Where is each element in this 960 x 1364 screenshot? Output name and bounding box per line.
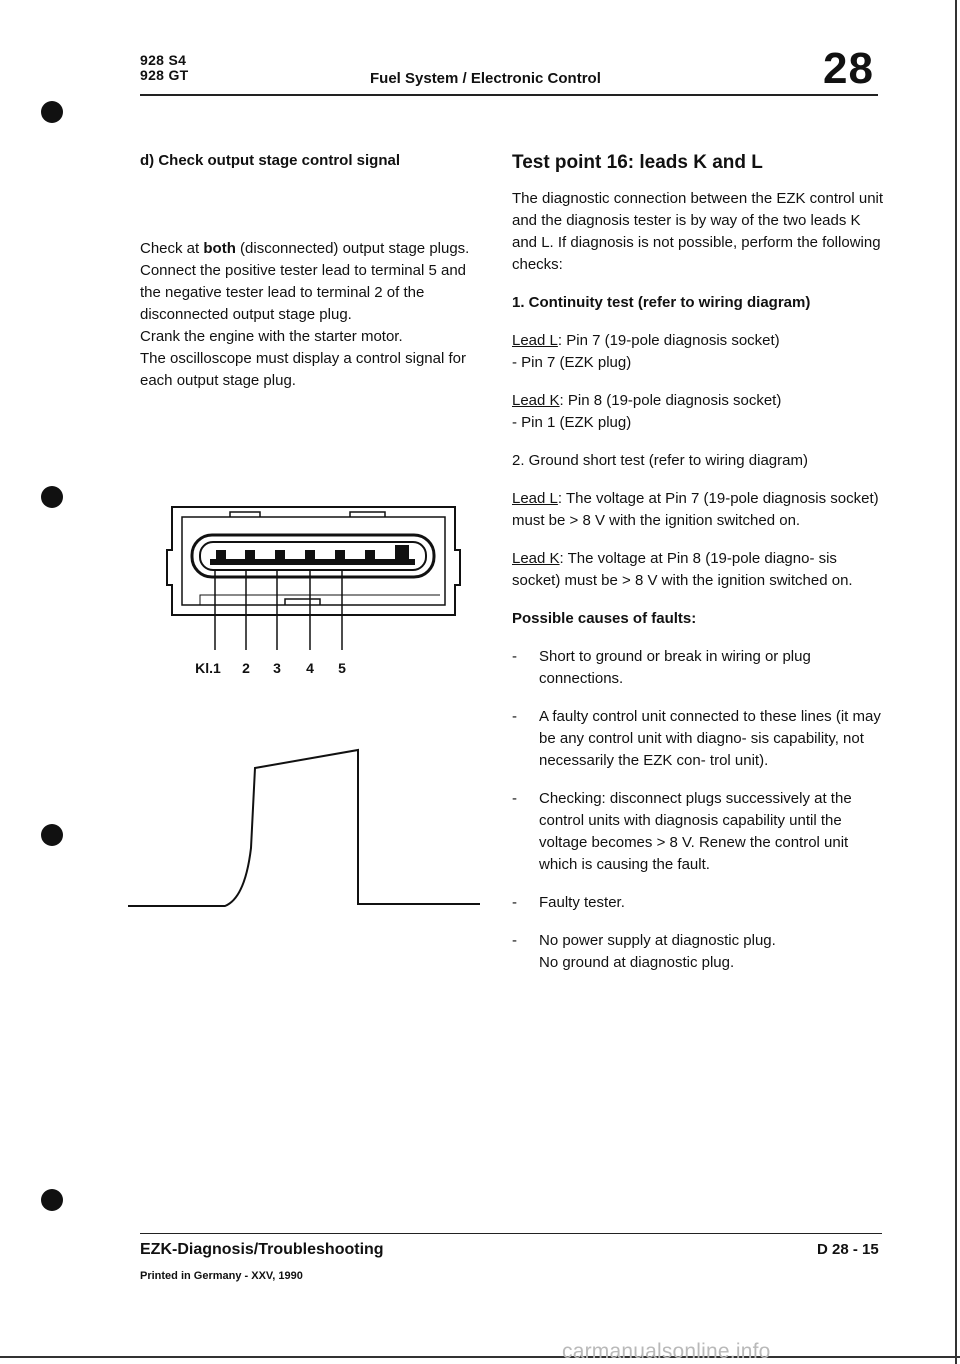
footer-printed: Printed in Germany - XXV, 1990 bbox=[140, 1270, 303, 1282]
binder-hole bbox=[41, 486, 63, 508]
bullet-mark: - bbox=[512, 894, 517, 911]
watermark: carmanualsonline.info bbox=[562, 1340, 771, 1363]
page-edge-right bbox=[955, 0, 957, 1364]
lead-l-ground bbox=[512, 488, 887, 532]
footer-rule bbox=[140, 1233, 882, 1234]
cause-item bbox=[512, 646, 887, 690]
lead-k-continuity bbox=[512, 390, 887, 434]
binder-hole bbox=[41, 101, 63, 123]
para1-pre: Check at bbox=[140, 240, 204, 257]
cause-item bbox=[512, 706, 887, 772]
lead-k-label-2: Lead K bbox=[512, 550, 560, 567]
left-para1 bbox=[140, 238, 480, 260]
plug-label-3: 3 bbox=[273, 660, 281, 676]
header-model-2: 928 GT bbox=[140, 67, 189, 83]
cause-item bbox=[512, 892, 887, 914]
plug-label-5: 5 bbox=[338, 660, 346, 676]
lead-k-ground bbox=[512, 548, 887, 592]
lead-l-continuity bbox=[512, 330, 887, 374]
left-para4: The oscilloscope must display a control signal for each output stage plug. bbox=[140, 350, 466, 389]
lead-k-label: Lead K bbox=[512, 392, 560, 409]
step1-heading: 1. Continuity test (refer to wiring diagram) bbox=[512, 294, 811, 311]
left-column bbox=[140, 150, 480, 392]
cause-text: Faulty tester. bbox=[539, 894, 625, 911]
step2-heading: 2. Ground short test (refer to wiring diagram) bbox=[512, 452, 808, 469]
cause-text: Checking: disconnect plugs successively at the control units with diagnosis capability until the voltage becomes > 8 V. Renew the control unit which is causing the fault. bbox=[539, 790, 852, 873]
lead-k-ground-text: : The voltage at Pin 8 (19-pole diagno- sis socket) must be > 8 V with the ignition switched on. bbox=[512, 550, 853, 589]
header-rule bbox=[140, 94, 878, 96]
lead-l-continuity-text-2: - Pin 7 (EZK plug) bbox=[512, 354, 632, 371]
right-column bbox=[512, 150, 887, 974]
output-stage-plug-diagram bbox=[160, 495, 470, 685]
bullet-mark: - bbox=[512, 790, 517, 807]
bullet-mark: - bbox=[512, 932, 517, 949]
cause-text: Short to ground or break in wiring or plug connections. bbox=[539, 648, 811, 687]
para1-post: (disconnected) output stage plugs. bbox=[235, 240, 470, 257]
control-signal-waveform bbox=[125, 738, 490, 913]
cause-item bbox=[512, 930, 887, 974]
footer-section: EZK-Diagnosis/Troubleshooting bbox=[140, 1241, 384, 1258]
header-group-number: 28 bbox=[823, 44, 874, 93]
binder-hole bbox=[41, 1189, 63, 1211]
lead-k-continuity-text-2: - Pin 1 (EZK plug) bbox=[512, 414, 632, 431]
plug-label-4: 4 bbox=[306, 660, 314, 676]
page-edge-bottom bbox=[0, 1356, 960, 1358]
cause-text: No power supply at diagnostic plug. No ground at diagnostic plug. bbox=[539, 932, 776, 971]
lead-l-label-2: Lead L bbox=[512, 490, 558, 507]
footer-page-number: D 28 - 15 bbox=[817, 1241, 879, 1258]
lead-k-continuity-text: : Pin 8 (19-pole diagnosis socket) bbox=[559, 392, 782, 409]
plug-label-kl1: Kl.1 bbox=[195, 660, 221, 676]
cause-text: A faulty control unit connected to these lines (it may be any control unit with diagno- sis capability, not necessarily the EZK con- trol unit). bbox=[539, 708, 881, 769]
right-heading: Test point 16: leads K and L bbox=[512, 152, 763, 173]
header-title: Fuel System / Electronic Control bbox=[370, 70, 601, 87]
causes-heading: Possible causes of faults: bbox=[512, 610, 697, 627]
lead-l-label: Lead L bbox=[512, 332, 558, 349]
plug-label-2: 2 bbox=[242, 660, 250, 676]
bullet-mark: - bbox=[512, 648, 517, 665]
right-intro: The diagnostic connection between the EZK control unit and the diagnosis tester is by way of the two leads K and L. If diagnosis is not possible, perform the following checks: bbox=[512, 190, 884, 273]
header-model-1: 928 S4 bbox=[140, 52, 187, 68]
lead-l-continuity-text: : Pin 7 (19-pole diagnosis socket) bbox=[557, 332, 780, 349]
bullet-mark: - bbox=[512, 708, 517, 725]
para1-bold: both bbox=[203, 240, 236, 257]
lead-l-ground-text: : The voltage at Pin 7 (19-pole diagnosis socket) must be > 8 V with the ignition switched on. bbox=[512, 490, 879, 529]
binder-hole bbox=[41, 824, 63, 846]
cause-item bbox=[512, 788, 887, 876]
left-para2: Connect the positive tester lead to terminal 5 and the negative tester lead to terminal 2 of the disconnected output stage plug. bbox=[140, 262, 467, 323]
left-para3: Crank the engine with the starter motor. bbox=[140, 328, 403, 345]
left-heading: d) Check output stage control signal bbox=[140, 152, 401, 169]
